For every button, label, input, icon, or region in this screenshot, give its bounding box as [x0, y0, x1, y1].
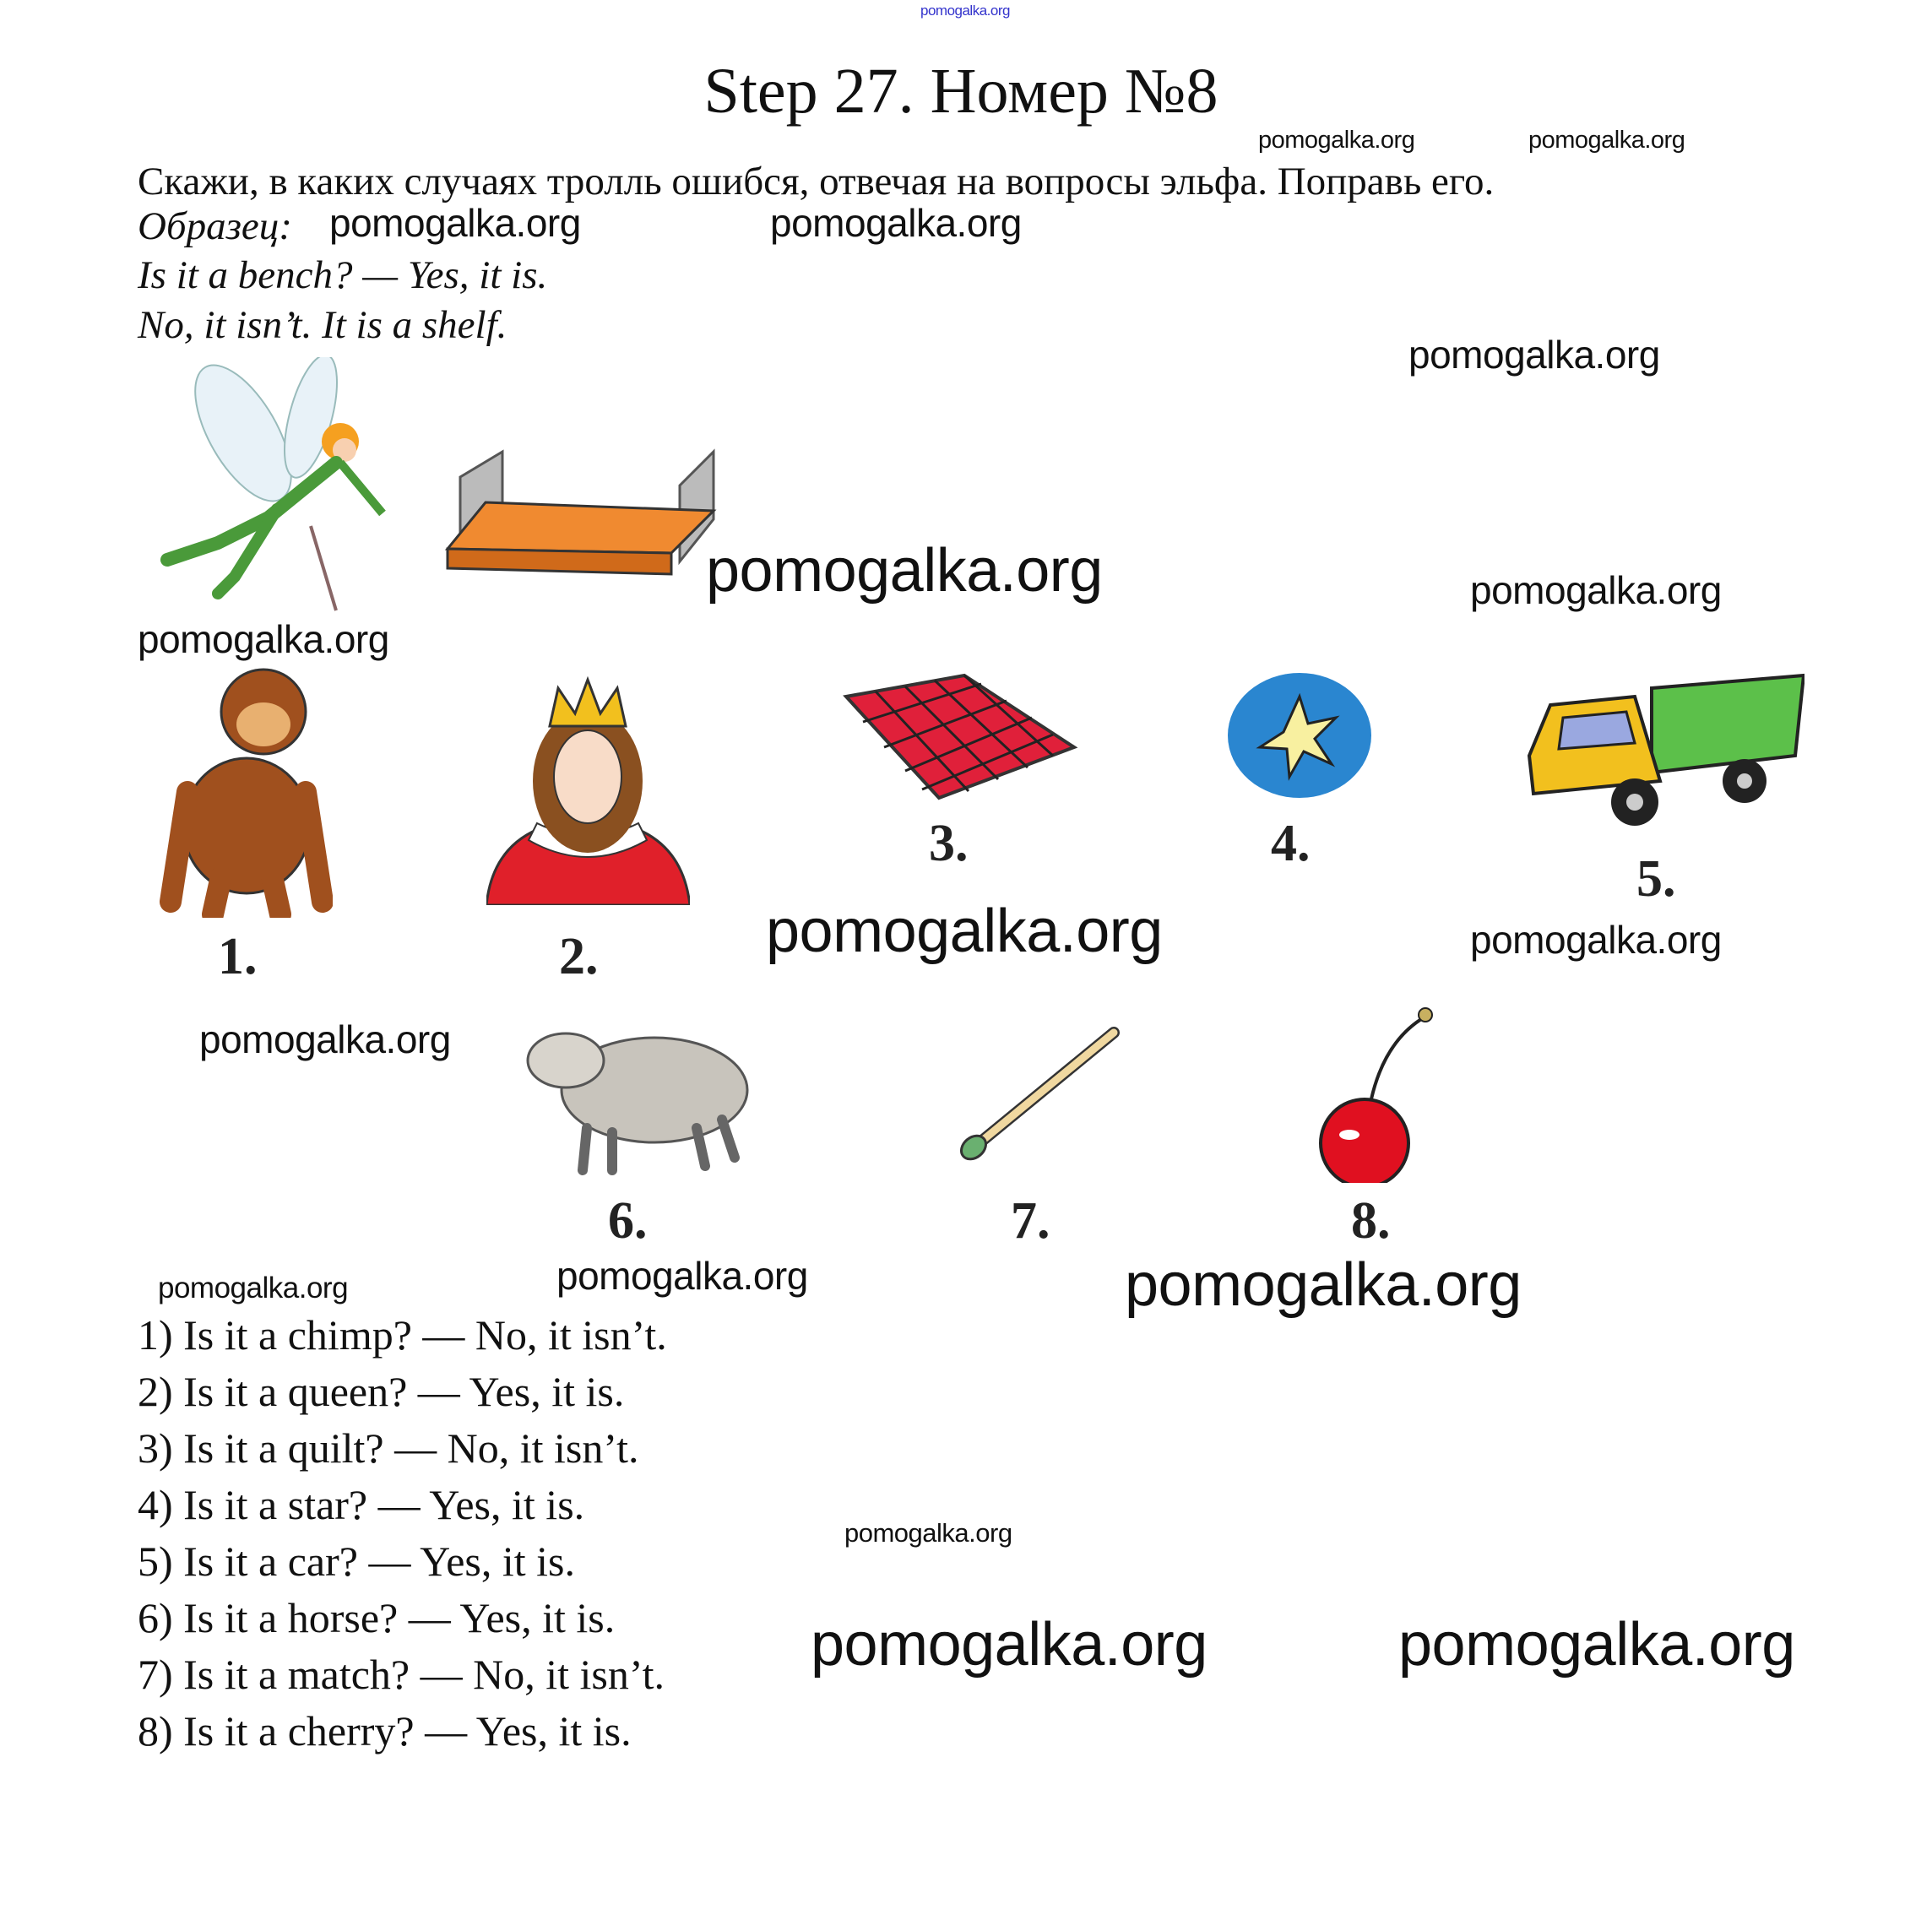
- shelf-icon: [443, 443, 727, 579]
- watermark: pomogalka.org: [1408, 333, 1660, 377]
- answer-item: 3) Is it a quilt? — No, it isn’t.: [138, 1424, 639, 1472]
- cherry-icon: [1316, 1004, 1439, 1183]
- picture-label: 8.: [1351, 1192, 1391, 1250]
- watermark: pomogalka.org: [138, 617, 389, 661]
- picture-label: 2.: [559, 928, 599, 985]
- answer-item: 8) Is it a cherry? — Yes, it is.: [138, 1707, 632, 1755]
- watermark: pomogalka.org: [329, 201, 581, 245]
- watermark: pomogalka.org: [706, 537, 1103, 605]
- watermark: pomogalka.org: [158, 1272, 349, 1304]
- picture-label: 3.: [929, 815, 969, 872]
- instruction: Скажи, в каких случаях тролль ошибся, отвечая на вопросы эльфа. Поправь его.: [138, 160, 1495, 203]
- example-correction: No, it isn’t. It is a shelf.: [138, 303, 507, 347]
- example-question: Is it a bench? — Yes, it is.: [138, 253, 548, 297]
- answer-item: 4) Is it a star? — Yes, it is.: [138, 1481, 585, 1528]
- match-icon: [955, 1022, 1121, 1164]
- queen-icon: [486, 671, 690, 905]
- watermark: pomogalka.org: [844, 1518, 1012, 1548]
- fairy-icon: [142, 357, 388, 616]
- answer-item: 1) Is it a chimp? — No, it isn’t.: [138, 1311, 667, 1359]
- truck-icon: [1525, 671, 1804, 838]
- picture-label: 7.: [1011, 1192, 1050, 1250]
- star-icon: [1226, 671, 1374, 800]
- picture-label: 5.: [1636, 850, 1676, 908]
- watermark: pomogalka.org: [811, 1611, 1208, 1679]
- watermark: pomogalka.org: [1470, 918, 1722, 962]
- watermark-top[interactable]: pomogalka.org: [920, 3, 1010, 19]
- watermark: pomogalka.org: [1398, 1611, 1795, 1679]
- watermark: pomogalka.org: [1528, 127, 1685, 154]
- answer-item: 5) Is it a car? — Yes, it is.: [138, 1538, 575, 1585]
- quilt-icon: [838, 671, 1078, 800]
- picture-label: 6.: [608, 1192, 648, 1250]
- sheep-icon: [511, 1010, 757, 1176]
- watermark: pomogalka.org: [199, 1017, 451, 1061]
- page-title: Step 27. Номер №8: [703, 56, 1218, 127]
- example-label: Образец:: [138, 204, 292, 248]
- answer-item: 2) Is it a queen? — Yes, it is.: [138, 1368, 625, 1415]
- answer-item: 7) Is it a match? — No, it isn’t.: [138, 1651, 665, 1698]
- watermark: pomogalka.org: [770, 201, 1022, 245]
- answer-item: 6) Is it a horse? — Yes, it is.: [138, 1594, 616, 1641]
- watermark: pomogalka.org: [1125, 1251, 1522, 1319]
- watermark: pomogalka.org: [766, 898, 1163, 965]
- watermark: pomogalka.org: [556, 1254, 808, 1298]
- watermark: pomogalka.org: [1258, 127, 1415, 154]
- watermark: pomogalka.org: [1470, 568, 1722, 612]
- chimp-icon: [154, 665, 333, 918]
- picture-label: 4.: [1271, 815, 1311, 872]
- picture-label: 1.: [218, 928, 258, 985]
